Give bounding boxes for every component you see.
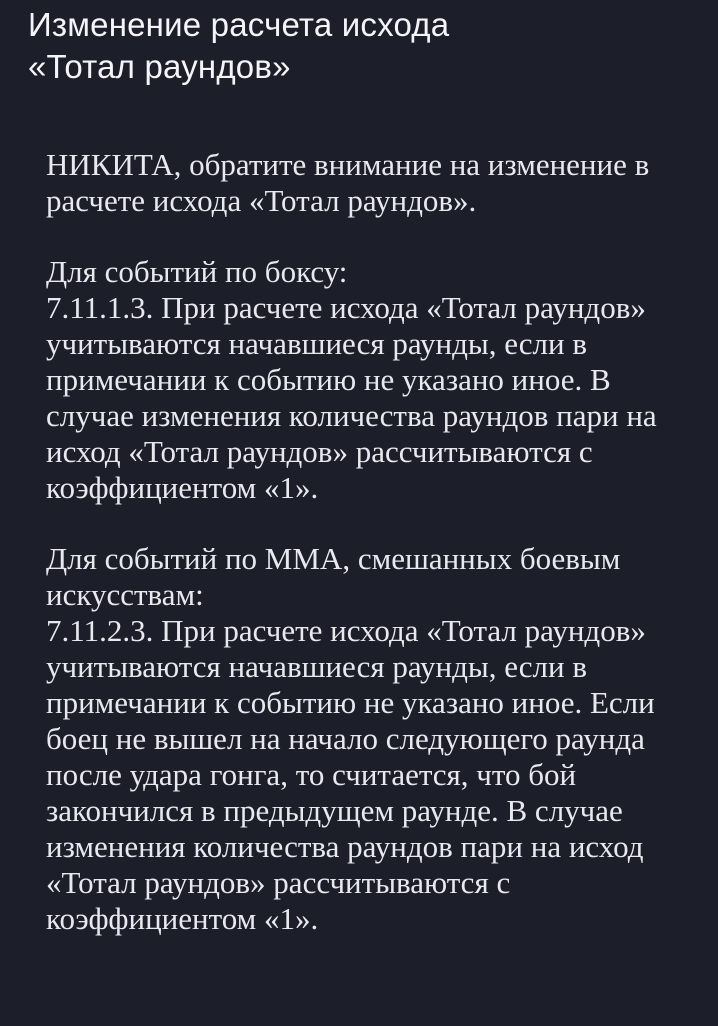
text-line: Для событий по боксу: bbox=[46, 254, 348, 289]
text-line: изменения количества раундов пари на исход bbox=[46, 829, 644, 864]
text-line: 7.11.2.3. При расчете исхода «Тотал раундов» bbox=[46, 613, 646, 648]
text-line: боец не вышел на начало следующего раунда bbox=[46, 721, 645, 756]
text-line: расчете исхода «Тотал раундов». bbox=[46, 183, 477, 218]
text-line: коэффициентом «1». bbox=[46, 901, 319, 936]
text-line: Для событий по ММА, смешанных боевым bbox=[46, 541, 621, 576]
text-line: случае изменения количества раундов пари на bbox=[46, 398, 657, 433]
header bbox=[28, 4, 698, 88]
text-line: примечании к событию не указано иное. Если bbox=[46, 685, 655, 720]
text-line: искусствам: bbox=[46, 577, 204, 612]
boxing-rules-paragraph bbox=[46, 254, 696, 506]
text-line: после удара гонга, то считается, что бой bbox=[46, 757, 577, 792]
text-line: «Тотал раундов» рассчитываются с bbox=[46, 865, 511, 900]
page-title-line: Изменение расчета исхода bbox=[28, 6, 450, 43]
text-line: примечании к событию не указано иное. В bbox=[46, 362, 611, 397]
text-line: НИКИТА, обратите внимание на изменение в bbox=[46, 147, 650, 182]
intro-paragraph bbox=[46, 147, 696, 219]
page-title-line: «Тотал раундов» bbox=[28, 48, 291, 85]
text-line: учитываются начавшиеся раунды, если в bbox=[46, 649, 587, 684]
text-line: 7.11.1.3. При расчете исхода «Тотал раундов» bbox=[46, 290, 646, 325]
text-line: исход «Тотал раундов» рассчитываются с bbox=[46, 434, 593, 469]
mma-rules-paragraph bbox=[46, 541, 696, 937]
text-line: коэффициентом «1». bbox=[46, 470, 319, 505]
notice-body bbox=[46, 147, 696, 972]
page-title bbox=[28, 4, 698, 88]
text-line: закончился в предыдущем раунде. В случае bbox=[46, 793, 623, 828]
text-line: учитываются начавшиеся раунды, если в bbox=[46, 326, 587, 361]
